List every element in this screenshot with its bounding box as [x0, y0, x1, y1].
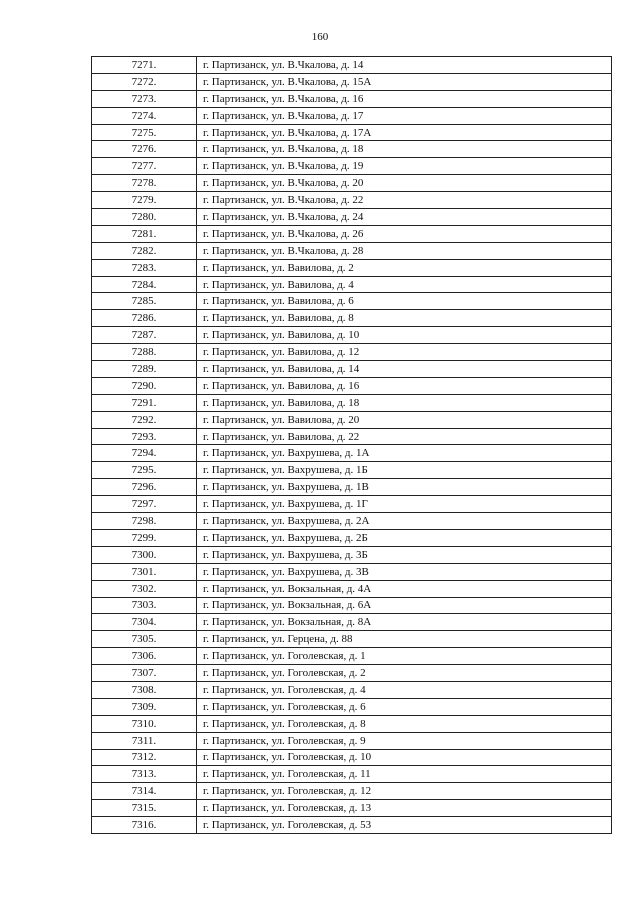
row-number: 7286. — [92, 310, 197, 327]
row-number: 7311. — [92, 732, 197, 749]
row-address: г. Партизанск, ул. В.Чкалова, д. 16 — [197, 90, 612, 107]
row-address: г. Партизанск, ул. Вавилова, д. 6 — [197, 293, 612, 310]
table-row — [92, 141, 612, 158]
table-row — [92, 411, 612, 428]
table-row — [92, 57, 612, 74]
table-row — [92, 665, 612, 682]
row-address: г. Партизанск, ул. В.Чкалова, д. 15А — [197, 73, 612, 90]
table-row — [92, 361, 612, 378]
row-number: 7298. — [92, 513, 197, 530]
table-row — [92, 513, 612, 530]
row-address: г. Партизанск, ул. В.Чкалова, д. 19 — [197, 158, 612, 175]
row-number: 7315. — [92, 800, 197, 817]
row-number: 7303. — [92, 597, 197, 614]
row-number: 7281. — [92, 225, 197, 242]
row-number: 7301. — [92, 563, 197, 580]
row-address: г. Партизанск, ул. Гоголевская, д. 8 — [197, 715, 612, 732]
row-number: 7274. — [92, 107, 197, 124]
table-row — [92, 732, 612, 749]
row-address: г. Партизанск, ул. Вокзальная, д. 4А — [197, 580, 612, 597]
table-row — [92, 428, 612, 445]
row-address: г. Партизанск, ул. Гоголевская, д. 12 — [197, 783, 612, 800]
table-row — [92, 698, 612, 715]
table-row — [92, 192, 612, 209]
row-number: 7297. — [92, 496, 197, 513]
row-address: г. Партизанск, ул. В.Чкалова, д. 14 — [197, 57, 612, 74]
row-number: 7287. — [92, 327, 197, 344]
row-number: 7310. — [92, 715, 197, 732]
row-number: 7313. — [92, 766, 197, 783]
row-address: г. Партизанск, ул. Вавилова, д. 10 — [197, 327, 612, 344]
row-address: г. Партизанск, ул. Вавилова, д. 8 — [197, 310, 612, 327]
row-number: 7295. — [92, 462, 197, 479]
row-address: г. Партизанск, ул. Вахрушева, д. 2А — [197, 513, 612, 530]
table-row — [92, 394, 612, 411]
row-number: 7291. — [92, 394, 197, 411]
row-address: г. Партизанск, ул. Вавилова, д. 18 — [197, 394, 612, 411]
row-address: г. Партизанск, ул. В.Чкалова, д. 17 — [197, 107, 612, 124]
row-number: 7312. — [92, 749, 197, 766]
table-row — [92, 529, 612, 546]
row-number: 7275. — [92, 124, 197, 141]
row-number: 7309. — [92, 698, 197, 715]
table-row — [92, 124, 612, 141]
row-number: 7302. — [92, 580, 197, 597]
row-address: г. Партизанск, ул. Гоголевская, д. 1 — [197, 648, 612, 665]
address-table-body — [92, 57, 612, 834]
table-row — [92, 631, 612, 648]
table-row — [92, 479, 612, 496]
table-row — [92, 209, 612, 226]
table-row — [92, 158, 612, 175]
table-row — [92, 462, 612, 479]
row-number: 7283. — [92, 259, 197, 276]
table-row — [92, 377, 612, 394]
row-number: 7293. — [92, 428, 197, 445]
row-address: г. Партизанск, ул. Вахрушева, д. 1Г — [197, 496, 612, 513]
row-number: 7288. — [92, 344, 197, 361]
row-number: 7306. — [92, 648, 197, 665]
row-number: 7300. — [92, 546, 197, 563]
row-address: г. Партизанск, ул. В.Чкалова, д. 22 — [197, 192, 612, 209]
row-address: г. Партизанск, ул. Вавилова, д. 20 — [197, 411, 612, 428]
table-row — [92, 749, 612, 766]
row-number: 7294. — [92, 445, 197, 462]
page-number: 160 — [311, 31, 329, 43]
row-address: г. Партизанск, ул. Вавилова, д. 14 — [197, 361, 612, 378]
row-number: 7280. — [92, 209, 197, 226]
row-address: г. Партизанск, ул. Вавилова, д. 16 — [197, 377, 612, 394]
row-number: 7296. — [92, 479, 197, 496]
table-row — [92, 563, 612, 580]
row-address: г. Партизанск, ул. Гоголевская, д. 6 — [197, 698, 612, 715]
row-address: г. Партизанск, ул. Гоголевская, д. 10 — [197, 749, 612, 766]
table-row — [92, 597, 612, 614]
row-number: 7314. — [92, 783, 197, 800]
table-row — [92, 496, 612, 513]
row-number: 7285. — [92, 293, 197, 310]
row-address: г. Партизанск, ул. Гоголевская, д. 53 — [197, 817, 612, 834]
table-row — [92, 445, 612, 462]
row-number: 7284. — [92, 276, 197, 293]
row-address: г. Партизанск, ул. Вокзальная, д. 8А — [197, 614, 612, 631]
table-row — [92, 327, 612, 344]
row-number: 7304. — [92, 614, 197, 631]
row-number: 7308. — [92, 681, 197, 698]
row-address: г. Партизанск, ул. Вавилова, д. 12 — [197, 344, 612, 361]
row-number: 7278. — [92, 175, 197, 192]
row-address: г. Партизанск, ул. Вавилова, д. 22 — [197, 428, 612, 445]
row-number: 7273. — [92, 90, 197, 107]
row-address: г. Партизанск, ул. В.Чкалова, д. 17А — [197, 124, 612, 141]
table-row — [92, 225, 612, 242]
row-address: г. Партизанск, ул. В.Чкалова, д. 20 — [197, 175, 612, 192]
row-number: 7307. — [92, 665, 197, 682]
table-row — [92, 783, 612, 800]
row-number: 7316. — [92, 817, 197, 834]
row-address: г. Партизанск, ул. В.Чкалова, д. 28 — [197, 242, 612, 259]
table-row — [92, 546, 612, 563]
table-row — [92, 800, 612, 817]
row-number: 7305. — [92, 631, 197, 648]
row-address: г. Партизанск, ул. Вахрушева, д. 3В — [197, 563, 612, 580]
table-row — [92, 259, 612, 276]
row-address: г. Партизанск, ул. Вахрушева, д. 2Б — [197, 529, 612, 546]
row-address: г. Партизанск, ул. Гоголевская, д. 2 — [197, 665, 612, 682]
row-address: г. Партизанск, ул. Вавилова, д. 4 — [197, 276, 612, 293]
row-address: г. Партизанск, ул. Вахрушева, д. 1Б — [197, 462, 612, 479]
table-row — [92, 73, 612, 90]
row-address: г. Партизанск, ул. В.Чкалова, д. 18 — [197, 141, 612, 158]
row-address: г. Партизанск, ул. Вокзальная, д. 6А — [197, 597, 612, 614]
table-row — [92, 817, 612, 834]
table-row — [92, 648, 612, 665]
row-address: г. Партизанск, ул. В.Чкалова, д. 24 — [197, 209, 612, 226]
row-number: 7290. — [92, 377, 197, 394]
row-address: г. Партизанск, ул. В.Чкалова, д. 26 — [197, 225, 612, 242]
table-row — [92, 715, 612, 732]
table-row — [92, 242, 612, 259]
row-number: 7276. — [92, 141, 197, 158]
row-number: 7282. — [92, 242, 197, 259]
row-address: г. Партизанск, ул. Гоголевская, д. 13 — [197, 800, 612, 817]
row-address: г. Партизанск, ул. Гоголевская, д. 9 — [197, 732, 612, 749]
row-address: г. Партизанск, ул. Гоголевская, д. 11 — [197, 766, 612, 783]
table-row — [92, 90, 612, 107]
row-address: г. Партизанск, ул. Гоголевская, д. 4 — [197, 681, 612, 698]
table-row — [92, 344, 612, 361]
table-row — [92, 766, 612, 783]
table-row — [92, 276, 612, 293]
table-row — [92, 310, 612, 327]
row-address: г. Партизанск, ул. Герцена, д. 88 — [197, 631, 612, 648]
row-address: г. Партизанск, ул. Вахрушева, д. 1А — [197, 445, 612, 462]
row-address: г. Партизанск, ул. Вахрушева, д. 1В — [197, 479, 612, 496]
row-address: г. Партизанск, ул. Вавилова, д. 2 — [197, 259, 612, 276]
table-row — [92, 107, 612, 124]
row-address: г. Партизанск, ул. Вахрушева, д. 3Б — [197, 546, 612, 563]
table-row — [92, 175, 612, 192]
table-row — [92, 614, 612, 631]
row-number: 7279. — [92, 192, 197, 209]
row-number: 7292. — [92, 411, 197, 428]
table-row — [92, 293, 612, 310]
table-row — [92, 580, 612, 597]
table-row — [92, 681, 612, 698]
row-number: 7289. — [92, 361, 197, 378]
row-number: 7271. — [92, 57, 197, 74]
row-number: 7272. — [92, 73, 197, 90]
row-number: 7277. — [92, 158, 197, 175]
row-number: 7299. — [92, 529, 197, 546]
address-table — [91, 56, 612, 834]
